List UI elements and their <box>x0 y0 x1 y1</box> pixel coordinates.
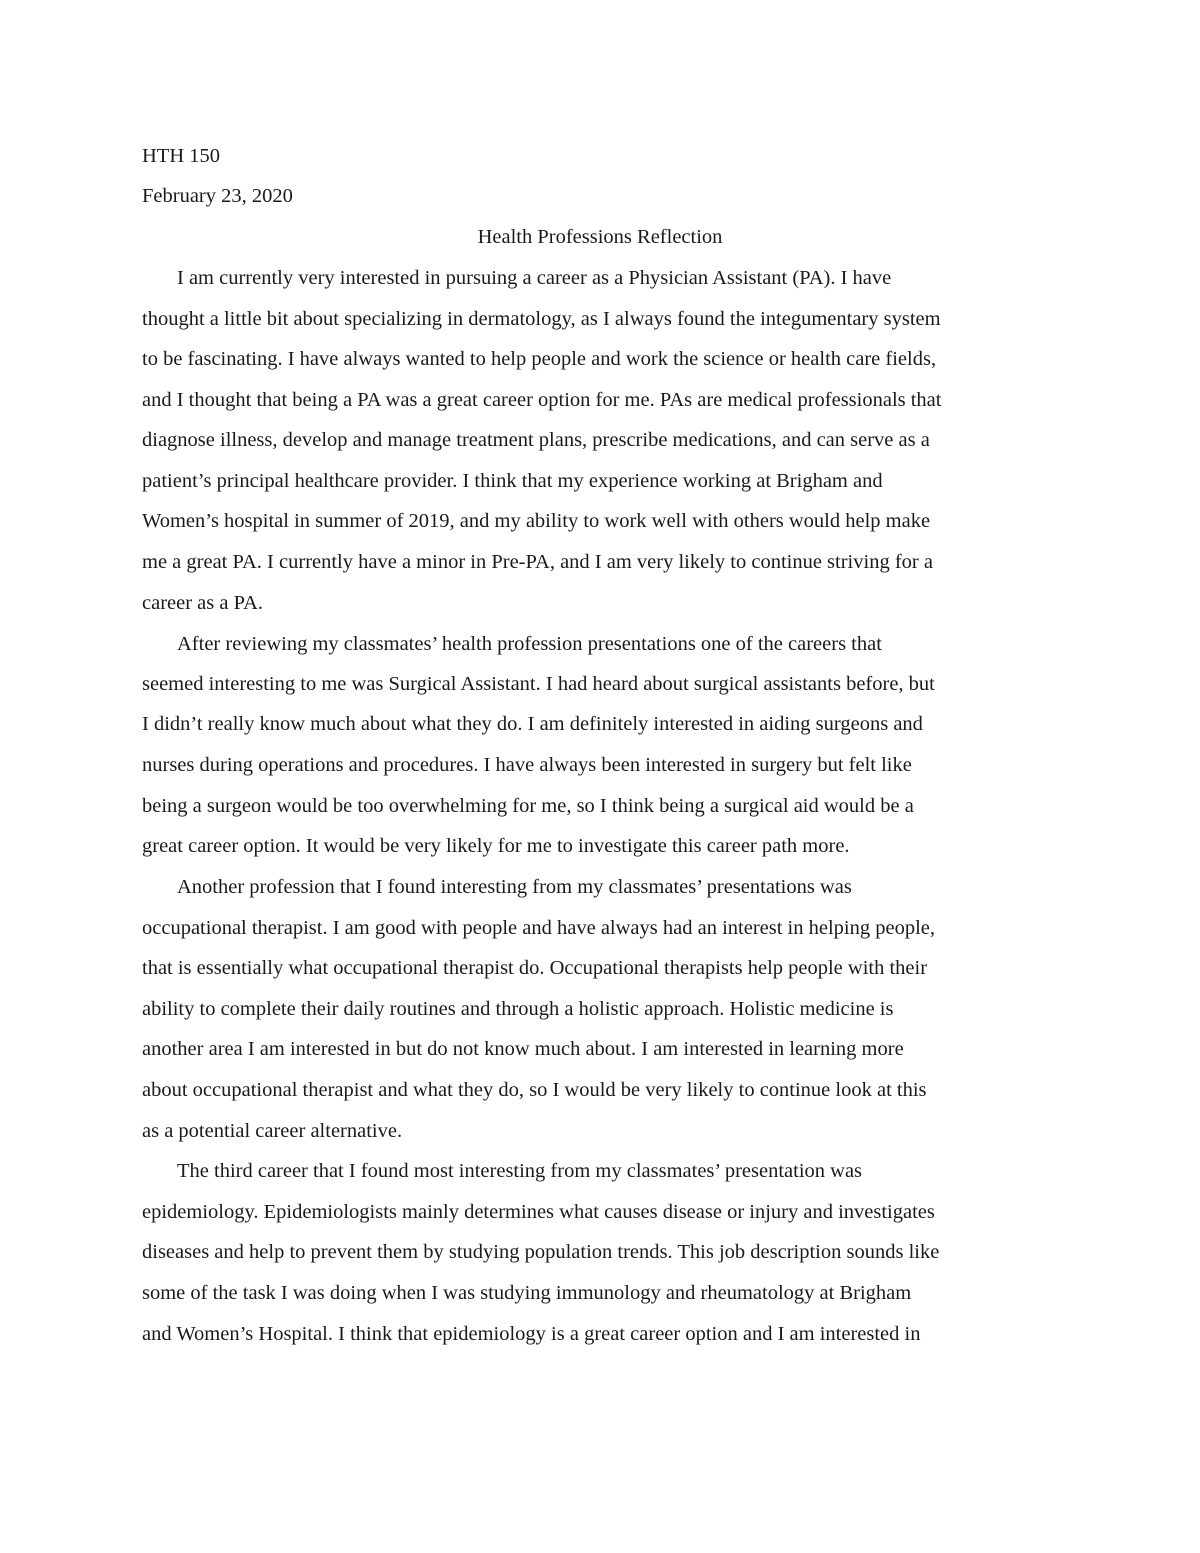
paragraph-2-line-4: nurses during operations and procedures. I have always been interested in surgery but felt like <box>142 754 912 776</box>
paragraph-1-line-9: career as a PA. <box>142 592 264 614</box>
paragraph-2-line-6: great career option. It would be very likely for me to investigate this career path more. <box>142 835 850 857</box>
paragraph-3-line-4: ability to complete their daily routines and through a holistic approach. Holistic medicine is <box>142 998 894 1020</box>
paragraph-4-line-2: epidemiology. Epidemiologists mainly determines what causes disease or injury and investigates <box>142 1201 935 1223</box>
paragraph-3-line-5: another area I am interested in but do not know much about. I am interested in learning more <box>142 1038 904 1060</box>
paragraph-1-line-4: and I thought that being a PA was a great career option for me. PAs are medical professionals that <box>142 389 942 411</box>
paragraph-1-line-7: Women’s hospital in summer of 2019, and my ability to work well with others would help make <box>142 510 931 532</box>
paragraph-1-line-8: me a great PA. I currently have a minor in Pre-PA, and I am very likely to continue striving for a <box>142 551 933 573</box>
paragraph-2-line-1: After reviewing my classmates’ health profession presentations one of the careers that <box>177 633 882 655</box>
paragraph-4-line-5: and Women’s Hospital. I think that epidemiology is a great career option and I am interested in <box>142 1323 921 1345</box>
document-title: Health Professions Reflection <box>477 226 723 248</box>
paragraph-3-line-6: about occupational therapist and what they do, so I would be very likely to continue look at this <box>142 1079 927 1101</box>
paragraph-1-line-1: I am currently very interested in pursuing a career as a Physician Assistant (PA). I have <box>177 267 892 289</box>
paragraph-1-line-2: thought a little bit about specializing in dermatology, as I always found the integumentary system <box>142 308 941 330</box>
paragraph-3-line-3: that is essentially what occupational therapist do. Occupational therapists help people with their <box>142 957 928 979</box>
paragraph-2-line-2: seemed interesting to me was Surgical Assistant. I had heard about surgical assistants before, but <box>142 673 935 695</box>
course-code: HTH 150 <box>142 145 221 167</box>
paragraph-3-line-2: occupational therapist. I am good with people and have always had an interest in helping people, <box>142 917 935 939</box>
paragraph-3-line-7: as a potential career alternative. <box>142 1120 403 1142</box>
document-date: February 23, 2020 <box>142 185 293 207</box>
paragraph-1-line-3: to be fascinating. I have always wanted to help people and work the science or health care fields, <box>142 348 937 370</box>
paragraph-2-line-3: I didn’t really know much about what they do. I am definitely interested in aiding surgeons and <box>142 713 923 735</box>
paragraph-3-line-1: Another profession that I found interesting from my classmates’ presentations was <box>177 876 852 898</box>
paragraph-1-line-6: patient’s principal healthcare provider. I think that my experience working at Brigham and <box>142 470 883 492</box>
paragraph-4-line-3: diseases and help to prevent them by studying population trends. This job description sounds like <box>142 1241 940 1263</box>
paragraph-2-line-5: being a surgeon would be too overwhelming for me, so I think being a surgical aid would be a <box>142 795 914 817</box>
paragraph-4-line-4: some of the task I was doing when I was studying immunology and rheumatology at Brigham <box>142 1282 912 1304</box>
paragraph-4-line-1: The third career that I found most interesting from my classmates’ presentation was <box>177 1160 863 1182</box>
paragraph-1-line-5: diagnose illness, develop and manage treatment plans, prescribe medications, and can serve as a <box>142 429 930 451</box>
